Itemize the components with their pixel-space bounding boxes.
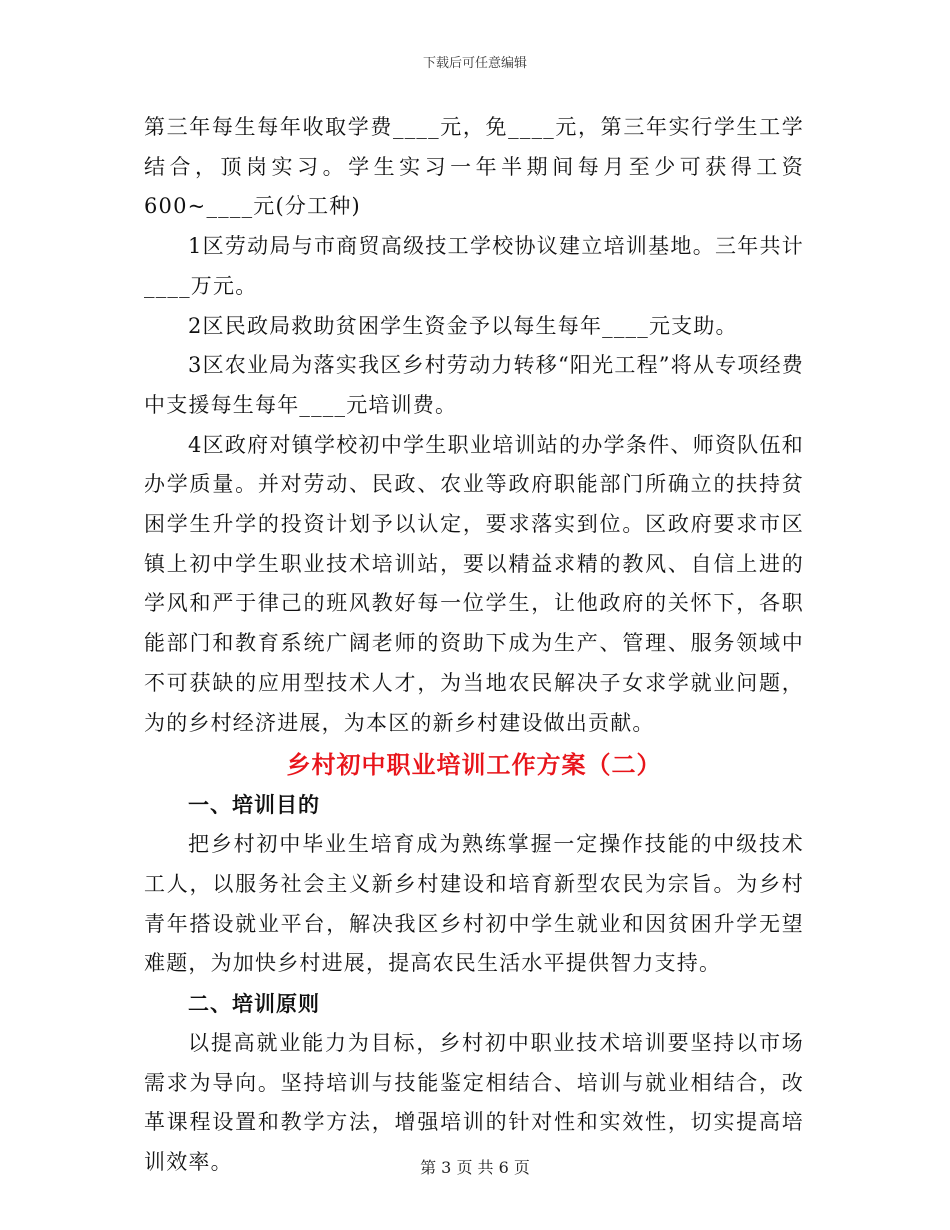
heading-training-principles: 二、培训原则: [188, 991, 320, 1017]
paragraph-training-purpose: 把乡村初中毕业生培育成为熟练掌握一定操作技能的中级技术工人，以服务社会主义新乡村建设和培育新型农民为宗旨。为乡村青年搭设就业平台，解决我区乡村初中学生就业和因贫困升学无望难题，为加快乡村进展，提高农民生活水平提供智力支持。: [144, 832, 804, 976]
paragraph-labor-bureau: 1区劳动局与市商贸高级技工学校协议建立培训基地。三年共计____万元。: [144, 234, 804, 298]
heading-training-purpose: 一、培训目的: [188, 792, 320, 818]
page-header: 下载后可任意编辑: [422, 56, 527, 71]
paragraph-agriculture: 3区农业局为落实我区乡村劳动力转移“阳光工程”将从专项经费中支援每生每年____元培训费。: [144, 353, 804, 417]
paragraph-tuition: 第三年每生每年收取学费____元，免____元，第三年实行学生工学结合，顶岗实习。学生实习一年半期间每月至少可获得工资600~____元(分工种): [144, 115, 804, 219]
document-body: [144, 108, 804, 1183]
page-number: 第 3 页 共 6 页: [420, 1158, 530, 1177]
paragraph-civil-affairs: 2区民政局救助贫困学生资金予以每生每年____元支助。: [188, 313, 738, 338]
paragraph-training-principles: 以提高就业能力为目标，乡村初中职业技术培训要坚持以市场需求为导向。坚持培训与技能鉴定相结合、培训与就业相结合，改革课程设置和教学方法，增强培训的针对性和实效性，切实提高培训效率。: [144, 1031, 804, 1175]
section-title: 乡村初中职业培训工作方案（二）: [286, 750, 662, 780]
paragraph-district-government: 4区政府对镇学校初中学生职业培训站的办学条件、师资队伍和办学质量。并对劳动、民政、农业等政府职能部门所确立的扶持贫困学生升学的投资计划予以认定，要求落实到位。区政府要求市区镇上初中学生职业技术培训站，要以精益求精的教风、自信上进的学风和严于律己的班风教好每一位学生，让他政府的关怀下，各职能部门和教育系统广阔老师的资助下成为生产、管理、服务领域中不可获缺的应用型技术人才，为当地农民解决子女求学就业问题，为的乡村经济进展，为本区的新乡村建设做出贡献。: [144, 432, 804, 735]
